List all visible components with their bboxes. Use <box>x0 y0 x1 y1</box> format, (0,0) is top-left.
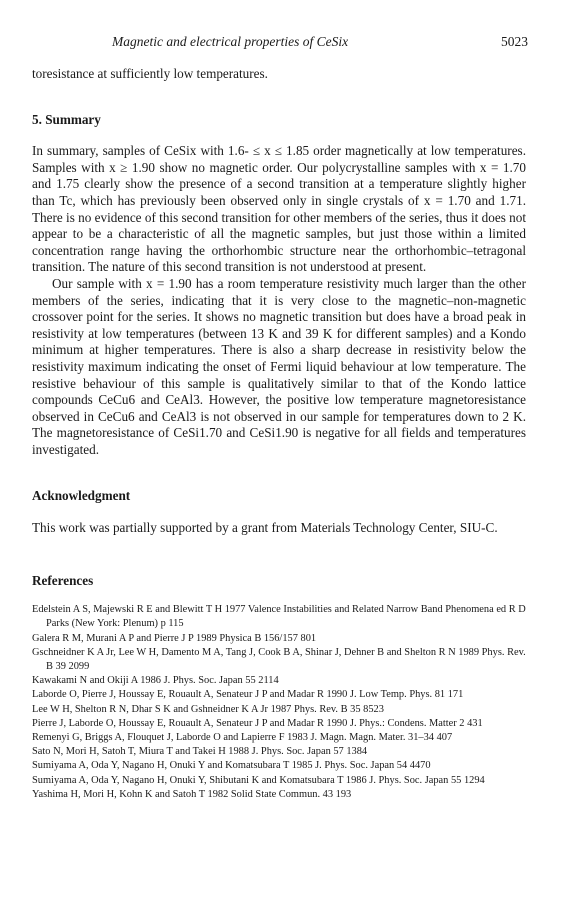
references-heading: References <box>32 572 94 588</box>
reference-item: Remenyi G, Briggs A, Flouquet J, Laborde O and Lapierre F 1983 J. Magn. Magn. Mater. 31–34 407 <box>32 732 453 744</box>
page-number: 5023 <box>501 34 528 49</box>
reference-item: Edelstein A S, Majewski R E and Blewitt T H 1977 Valence Instabilities and Related Narrow Band Phenomena ed R D Parks (New York: Plenum) p 115 <box>32 604 526 630</box>
reference-item: Sumiyama A, Oda Y, Nagano H, Onuki Y, Shibutani K and Komatsubara T 1986 J. Phys. Soc. Japan 55 1294 <box>32 774 485 786</box>
reference-item: Galera R M, Murani A P and Pierre J P 1989 Physica B 156/157 801 <box>32 632 317 644</box>
reference-item: Gschneidner K A Jr, Lee W H, Damento M A, Tang J, Cook B A, Shinar J, Dehner B and Shelton R N 1989 Phys. Rev. B 39 2099 <box>32 646 526 673</box>
running-head <box>32 34 526 54</box>
paper-page <box>32 34 526 818</box>
summary-paragraph-1: In summary, samples of CeSix with 1.6- ≤ x ≤ 1.85 order magnetically at low temperatures. Samples with x ≥ 1.90 show no magnetic order. Our polycrystalline samples with x = 1.70 and 1.75 clearly show the presence of a second transition at a temperature slightly higher than Tc, which has previously been observed only in single crystals of x = 1.70 and 1.71. There is no evidence of this second transition for other members of the series, thus it does not appear to be a characteristic of all the magnetic samples, but just those within a limited concentration range having the orthorhombic structure near the orthorhombic–tetragonal transition. The nature of this second transition is not understood at present. <box>32 143 526 275</box>
reference-item: Pierre J, Laborde O, Houssay E, Rouault A, Senateur J P and Madar R 1990 J. Phys.: Condens. Matter 2 431 <box>32 717 483 729</box>
summary-heading: 5. Summary <box>32 111 101 127</box>
carryover-text: toresistance at sufficiently low temperatures. <box>32 66 268 81</box>
running-title: Magnetic and electrical properties of CeSix <box>112 34 349 49</box>
reference-list <box>32 603 526 802</box>
reference-item: Kawakami N and Okiji A 1986 J. Phys. Soc. Japan 55 2114 <box>32 675 279 687</box>
acknowledgment-text: This work was partially supported by a grant from Materials Technology Center, SIU-C. <box>32 520 498 536</box>
acknowledgment-heading: Acknowledgment <box>32 488 131 504</box>
reference-item: Laborde O, Pierre J, Houssay E, Rouault A, Senateur J P and Madar R 1990 J. Low Temp. Phys. 81 171 <box>32 689 464 701</box>
summary-paragraph-2: Our sample with x = 1.90 has a room temperature resistivity much larger than the other members of the series, indicating that it is very close to the magnetic–non-magnetic crossover point for the series. It shows no magnetic transition but does have a broad peak in resistivity at low temperatures (between 13 K and 39 K for different samples) and a Kondo minimum at higher temperatures. There is also a sharp decrease in resistivity below the resistivity maximum indicating the onset of Fermi liquid behaviour at low temperature. The resistive behaviour of this sample is qualitatively similar to that of the Kondo lattice compounds CeCu6 and CeAl3. However, the positive low temperature magnetoresistance observed in CeCu6 and CeAl3 is not observed in our sample for temperatures down to 2 K. The magnetoresistance of CeSi1.70 and CeSi1.90 is negative for all fields and temperatures investigated. <box>32 275 526 457</box>
reference-item: Sato N, Mori H, Satoh T, Miura T and Takei H 1988 J. Phys. Soc. Japan 57 1384 <box>32 746 368 758</box>
reference-item: Lee W H, Shelton R N, Dhar S K and Gshneidner K A Jr 1987 Phys. Rev. B 35 8523 <box>32 703 384 715</box>
reference-item: Sumiyama A, Oda Y, Nagano H, Onuki Y and Komatsubara T 1985 J. Phys. Soc. Japan 54 4470 <box>32 760 431 772</box>
reference-item: Yashima H, Mori H, Kohn K and Satoh T 1982 Solid State Commun. 43 193 <box>32 788 352 800</box>
